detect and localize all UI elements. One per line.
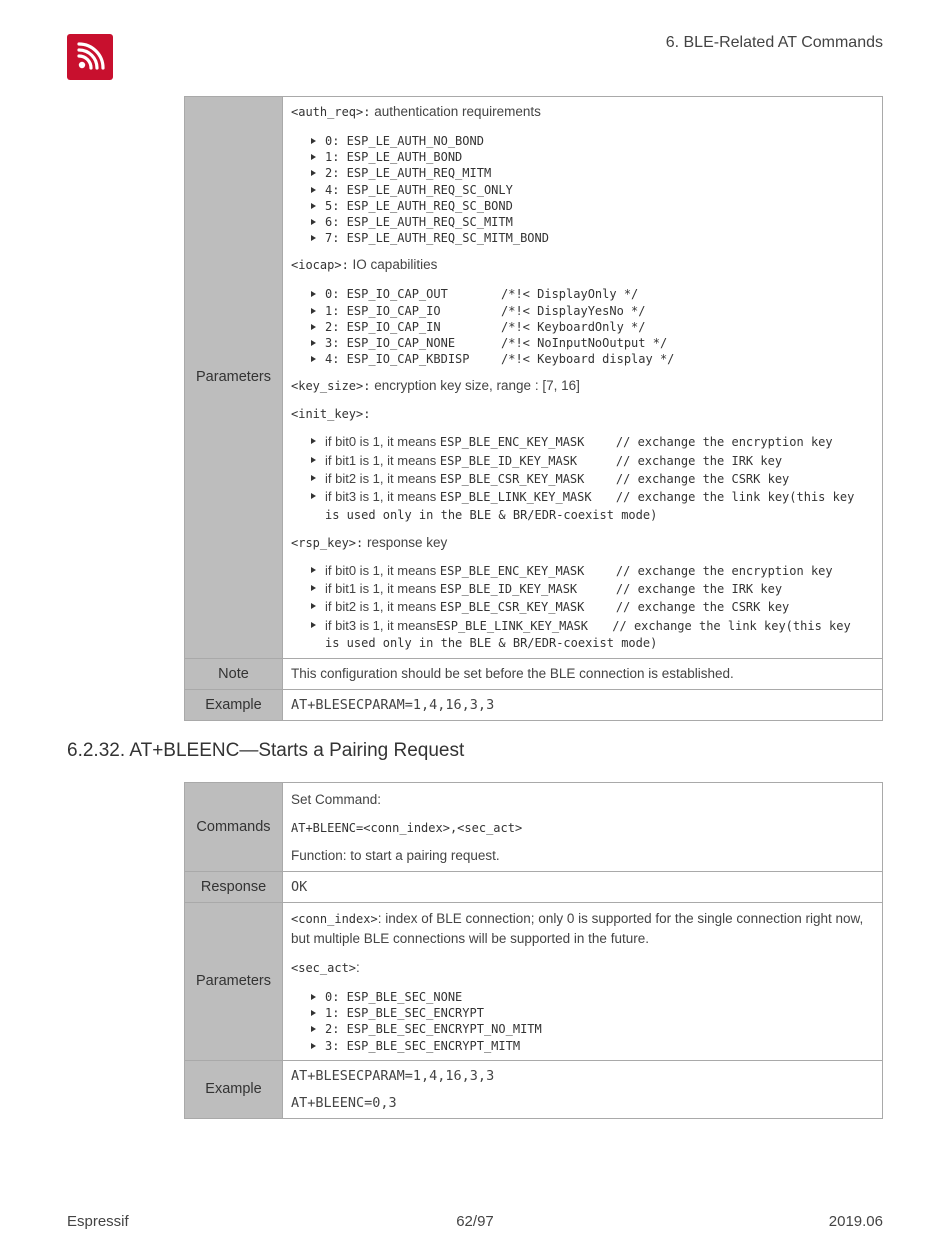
parameters-label: Parameters [185, 97, 283, 659]
example-line-2: AT+BLEENC=0,3 [291, 1094, 397, 1111]
example-line-1: AT+BLESECPARAM=1,4,16,3,3 [291, 1067, 495, 1084]
list-item: if bit2 is 1, it means ESP_BLE_CSR_KEY_MASK // exchange the CSRK key [311, 598, 874, 616]
list-item: 0: ESP_BLE_SEC_NONE [311, 989, 874, 1005]
footer-company: Espressif [67, 1213, 129, 1230]
rsp-key-note: is used only in the BLE & BR/EDR-coexist mode) [325, 635, 658, 650]
param-init-key: <init_key>: [291, 407, 371, 422]
parameters-content [283, 97, 883, 659]
footer-date: 2019.06 [828, 1213, 883, 1230]
param-sec-act: <sec_act> [291, 961, 357, 975]
list-item: 0: ESP_LE_AUTH_NO_BOND [311, 133, 874, 149]
espressif-logo-icon [67, 34, 113, 80]
list-item: if bit3 is 1, it means ESP_BLE_LINK_KEY_MASK // exchange the link key(this key [311, 488, 874, 506]
note-label: Note [185, 658, 283, 689]
param-rsp-key-desc: response key [363, 534, 448, 550]
example-label-2: Example [185, 1060, 283, 1118]
blesecparam-table [184, 96, 883, 721]
list-item: if bit1 is 1, it means ESP_BLE_ID_KEY_MASK // exchange the IRK key [311, 452, 874, 470]
param-auth-req-desc: authentication requirements [370, 104, 541, 119]
sec-act-list [291, 989, 874, 1054]
list-item: 2: ESP_IO_CAP_IN /*!< KeyboardOnly */ [311, 319, 874, 335]
parameters-label-2: Parameters [185, 903, 283, 1061]
rsp-key-list [291, 562, 874, 635]
page-header-title: 6. BLE-Related AT Commands [665, 34, 883, 51]
example-text: AT+BLESECPARAM=1,4,16,3,3 [283, 689, 883, 720]
init-key-list [291, 433, 874, 506]
footer-page-number: 62/97 [456, 1213, 494, 1230]
list-item: if bit2 is 1, it means ESP_BLE_CSR_KEY_MASK // exchange the CSRK key [311, 470, 874, 488]
list-item: 3: ESP_IO_CAP_NONE /*!< NoInputNoOutput */ [311, 335, 874, 351]
set-command-label: Set Command: [291, 792, 382, 807]
commands-label: Commands [185, 783, 283, 872]
init-key-note: is used only in the BLE & BR/EDR-coexist mode) [325, 507, 658, 522]
param-rsp-key: <rsp_key>: [291, 535, 364, 550]
list-item: 2: ESP_LE_AUTH_REQ_MITM [311, 165, 874, 181]
command-function: Function: to start a pairing request. [291, 848, 500, 863]
note-text: This configuration should be set before the BLE connection is established. [283, 658, 883, 689]
list-item: 0: ESP_IO_CAP_OUT /*!< DisplayOnly */ [311, 286, 874, 302]
list-item: 7: ESP_LE_AUTH_REQ_SC_MITM_BOND [311, 230, 874, 246]
parameters-content-2: <conn_index>: index of BLE connection; only 0 is supported for the single connection right now, but multiple BLE connections will be supported in the future. <sec_act>: 0: ESP_BLE_SEC_NONE 1: ESP_BLE_SEC_ENCRYPT 2: ESP_BLE_SEC_ENCRYPT_NO_MITM 3: ESP_BLE_SEC_ENCRYPT_MITM [283, 903, 883, 1061]
list-item: 5: ESP_LE_AUTH_REQ_SC_BOND [311, 198, 874, 214]
list-item: 3: ESP_BLE_SEC_ENCRYPT_MITM [311, 1038, 874, 1054]
list-item: 1: ESP_LE_AUTH_BOND [311, 149, 874, 165]
example-content-2 [283, 1060, 883, 1118]
param-auth-req: <auth_req>: [291, 105, 371, 119]
list-item: 1: ESP_IO_CAP_IO /*!< DisplayYesNo */ [311, 303, 874, 319]
param-conn-index-desc: : index of BLE connection; only 0 is supported for the single connection right now, but multiple BLE connections will be supported in the future. [291, 911, 864, 946]
bleenc-table [184, 782, 883, 1119]
list-item: 4: ESP_LE_AUTH_REQ_SC_ONLY [311, 182, 874, 198]
param-iocap-desc: IO capabilities [348, 257, 438, 273]
section-heading: 6.2.32. AT+BLEENC—Starts a Pairing Request [67, 740, 465, 761]
param-key-size: <key_size>: [291, 379, 371, 394]
command-syntax: AT+BLEENC=<conn_index>,<sec_act> [291, 821, 523, 835]
list-item: 6: ESP_LE_AUTH_REQ_SC_MITM [311, 214, 874, 230]
commands-content [283, 783, 883, 872]
response-label: Response [185, 872, 283, 903]
list-item: if bit0 is 1, it means ESP_BLE_ENC_KEY_MASK // exchange the encryption key [311, 562, 874, 580]
auth-req-list [291, 133, 874, 246]
iocap-list [291, 286, 874, 367]
list-item: if bit0 is 1, it means ESP_BLE_ENC_KEY_MASK // exchange the encryption key [311, 433, 874, 451]
example-label: Example [185, 689, 283, 720]
param-iocap: <iocap>: [291, 258, 349, 273]
list-item: if bit3 is 1, it meansESP_BLE_LINK_KEY_MASK // exchange the link key(this key [311, 617, 874, 635]
param-key-size-desc: encryption key size, range : [7, 16] [370, 378, 580, 394]
list-item: 4: ESP_IO_CAP_KBDISP /*!< Keyboard display */ [311, 351, 874, 367]
list-item: if bit1 is 1, it means ESP_BLE_ID_KEY_MASK // exchange the IRK key [311, 580, 874, 598]
response-text: OK [283, 872, 883, 903]
param-conn-index: <conn_index> [291, 912, 378, 926]
list-item: 1: ESP_BLE_SEC_ENCRYPT [311, 1005, 874, 1021]
list-item: 2: ESP_BLE_SEC_ENCRYPT_NO_MITM [311, 1021, 874, 1037]
